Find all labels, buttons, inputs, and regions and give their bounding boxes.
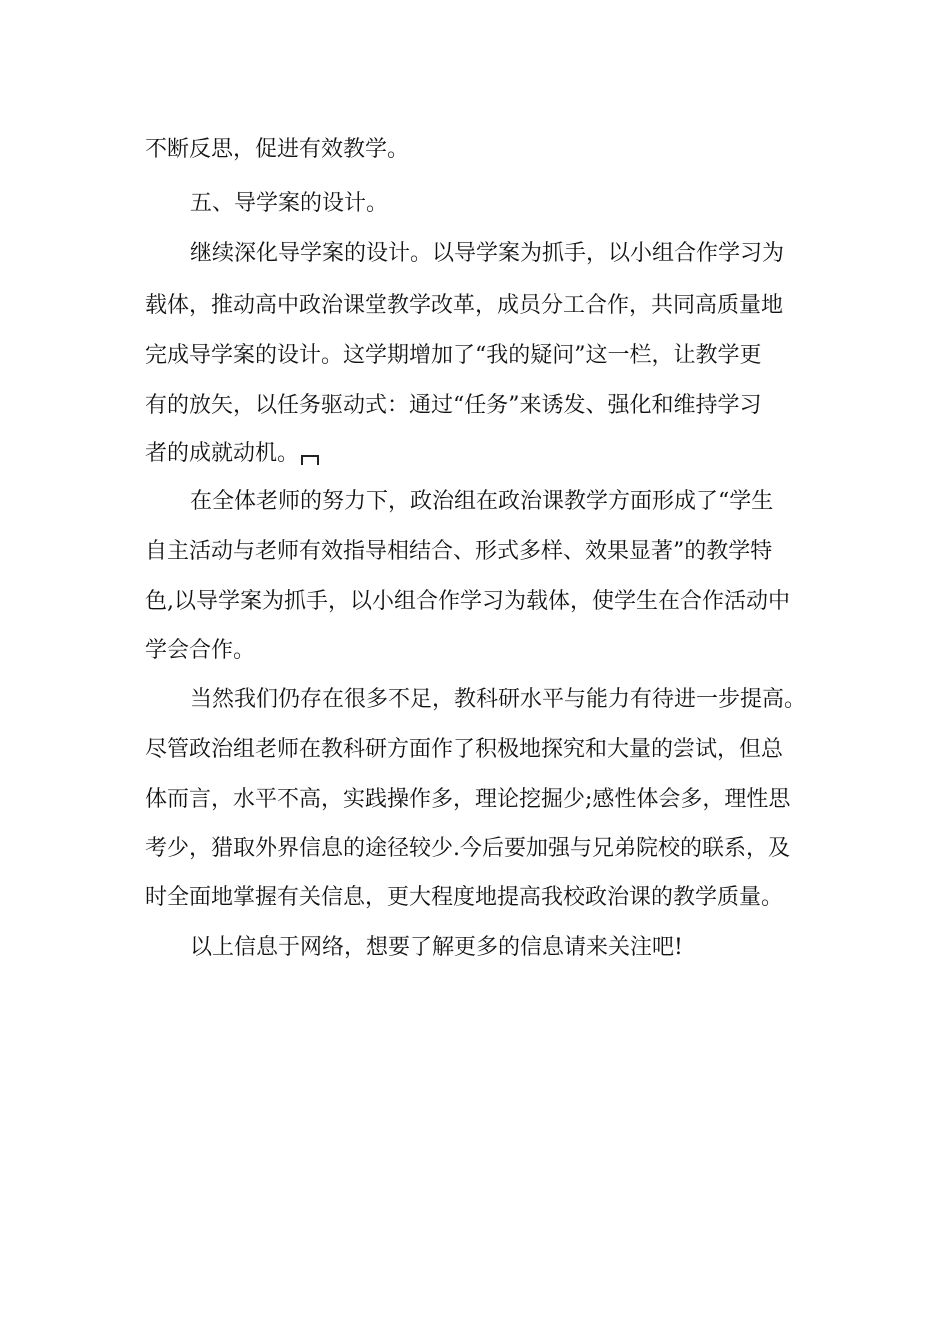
text-line-16: 时全面地掌握有关信息，更大程度地提高我校政治课的教学质量。 [145,885,784,910]
text-line-7: 者的成就动机。 [145,441,300,466]
closing-line: 以上信息于网络，想要了解更多的信息请来关注吧! [190,935,683,960]
text-line-1: 不断反思，促进有效教学。 [145,137,410,162]
text-line-3: 继续深化导学案的设计。以导学案为抓手，以小组合作学习为 [190,241,785,266]
text-line-8: 在全体老师的努力下，政治组在政治课教学方面形成了“学生 [190,489,774,514]
text-line-12: 当然我们仍存在很多不足，教科研水平与能力有待进一步提高。 [190,687,807,712]
text-line-11: 学会合作。 [145,638,256,663]
text-cursor-mark [301,455,319,465]
text-line-6: 有的放矢，以任务驱动式：通过“任务”来诱发、强化和维持学习 [145,393,762,418]
text-line-9: 自主活动与老师有效指导相结合、形式多样、效果显著”的教学特 [145,539,773,564]
text-line-14: 体而言，水平不高，实践操作多，理论挖掘少;感性体会多，理性思 [145,787,791,812]
text-line-13: 尽管政治组老师在教科研方面作了积极地探究和大量的尝试，但总 [145,737,784,762]
text-line-15: 考少，猎取外界信息的途径较少.今后要加强与兄弟院校的联系，及 [145,836,790,861]
text-line-4: 载体，推动高中政治课堂教学改革，成员分工合作，共同高质量地 [145,293,784,318]
text-line-5: 完成导学案的设计。这学期增加了“我的疑问”这一栏，让教学更 [145,343,762,368]
section-heading: 五、导学案的设计。 [190,191,389,216]
text-line-10: 色,以导学案为抓手，以小组合作学习为载体，使学生在合作活动中 [145,589,790,614]
